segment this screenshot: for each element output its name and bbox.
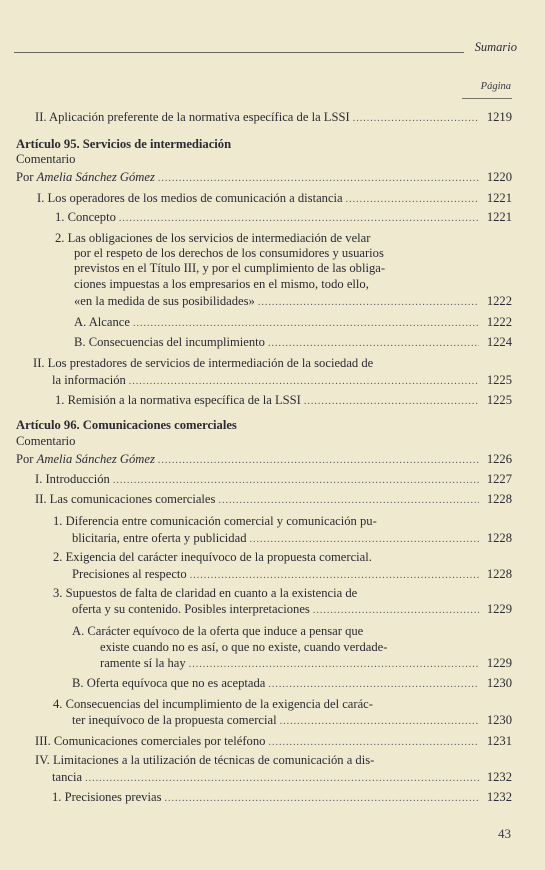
toc-entry [55,393,512,409]
commentary-label: Comentario [16,434,76,448]
toc-page-number: 1222 [486,315,512,329]
toc-entry-label: tancia [52,770,83,784]
toc-entry-line: ciones impuestas a los empresarios en el mismo, todo ello, [74,277,369,291]
toc-entry-label: Precisiones al respecto [72,567,187,581]
toc-leader-dots [158,453,479,468]
toc-entry-label: 1. Remisión a la normativa específica de la LSSI [55,393,301,407]
toc-page-number: 1228 [486,567,512,581]
toc-entry-line: II. Los prestadores de servicios de intermediación de la sociedad de [33,356,374,370]
toc-leader-dots [304,394,479,409]
page-column-heading: Página [480,81,511,92]
toc-leader-dots [268,677,479,692]
toc-page-number: 1227 [486,472,512,486]
toc-page-number: 1230 [486,676,512,690]
toc-entry-line: 1. Diferencia entre comunicación comercial y comunicación pu- [53,514,377,528]
toc-entry-line: por el respeto de los derechos de los consumidores y usuarios [74,246,384,260]
toc-entry-line: 2. Las obligaciones de los servicios de intermediación de velar [55,231,371,245]
toc-entry-label: la información [52,373,126,387]
toc-page-number: 1231 [486,734,512,748]
page-number: 43 [498,826,511,841]
toc-entry [100,656,512,672]
toc-entry-label: 1. Concepto [55,210,116,224]
toc-entry-label: oferta y su contenido. Posibles interpretaciones [72,602,310,616]
toc-entry-line: A. Carácter equívoco de la oferta que induce a pensar que [72,624,364,638]
toc-leader-dots [280,714,479,729]
author-prefix: Por [16,170,37,184]
toc-page-number: 1228 [486,492,512,506]
commentary-label: Comentario [16,152,76,166]
toc-page-number: 1222 [486,294,512,308]
toc-entry [35,472,512,488]
toc-entry-line: previstos en el Título III, y por el cumplimiento de las obliga- [74,261,386,275]
toc-entry-label: ter inequívoco de la propuesta comercial [72,713,277,727]
toc-entry [35,734,512,750]
toc-page-number: 1225 [486,393,512,407]
toc-page-number: 1229 [486,602,512,616]
author-name: Amelia Sánchez Gómez [36,452,155,466]
toc-entry-label: 1. Precisiones previas [52,790,162,804]
toc-entry [72,531,512,547]
author-prefix: Por [16,452,37,466]
toc-entry-line: 2. Exigencia del carácter inequívoco de la propuesta comercial. [53,550,372,564]
toc-leader-dots [250,532,480,547]
toc-entry [52,770,512,786]
page-column-rule [462,98,512,99]
author-name: Amelia Sánchez Gómez [36,170,155,184]
toc-leader-dots [268,735,479,750]
toc-entry-label: B. Oferta equívoca que no es aceptada [72,676,266,690]
toc-page-number: 1220 [486,170,512,184]
toc-leader-dots [164,791,479,806]
toc-page-number: 1219 [486,110,512,124]
toc-entry-line: existe cuando no es así, o que no existe, cuando verdade- [100,640,388,654]
toc-entry-label: II. Aplicación preferente de la normativa específica de la LSSI [35,110,350,124]
toc-leader-dots [353,111,479,126]
toc-leader-dots [133,316,479,331]
toc-page-number: 1228 [486,531,512,545]
toc-page-number: 1229 [486,656,512,670]
toc-entry [74,294,512,310]
article-heading: Artículo 96. Comunicaciones comerciales [16,418,237,432]
toc-entry [74,335,512,351]
toc-entry-label: III. Comunicaciones comerciales por teléfono [35,734,266,748]
toc-entry-label: A. Alcance [74,315,130,329]
article-heading: Artículo 95. Servicios de intermediación [16,137,232,151]
toc-leader-dots [258,295,479,310]
toc-entry [52,790,512,806]
toc-entry [74,315,512,331]
toc-leader-dots [190,568,479,583]
toc-page-number: 1226 [486,452,512,466]
toc-entry [72,676,512,692]
toc-entry [55,210,512,226]
toc-entry [52,373,512,389]
toc-page-number: 1224 [486,335,512,349]
toc-entry [35,110,512,126]
toc-entry-label: B. Consecuencias del incumplimiento [74,335,265,349]
toc-leader-dots [313,603,479,618]
toc-entry-label: ramente sí la hay [100,656,186,670]
toc-entry [35,492,512,508]
toc-leader-dots [268,336,479,351]
toc-leader-dots [346,192,479,207]
section-title: Sumario [474,40,517,54]
toc-entry-line: 4. Consecuencias del incumplimiento de la exigencia del carác- [53,697,373,711]
toc-author-entry [16,170,512,186]
toc-leader-dots [218,493,479,508]
toc-entry-line: IV. Limitaciones a la utilización de técnicas de comunicación a dis- [35,753,375,767]
toc-leader-dots [189,657,479,672]
toc-page-number: 1230 [486,713,512,727]
toc-leader-dots [158,171,479,186]
toc-entry-label: «en la medida de sus posibilidades» [74,294,255,308]
toc-entry [72,713,512,729]
toc-entry [37,191,512,207]
toc-entry [72,567,512,583]
toc-entry-label: blicitaria, entre oferta y publicidad [72,531,247,545]
toc-entry-label: II. Las comunicaciones comerciales [35,492,216,506]
toc-leader-dots [113,473,479,488]
toc-leader-dots [129,374,479,389]
header-rule [14,52,464,53]
toc-entry-line: 3. Supuestos de falta de claridad en cuanto a la existencia de [53,586,358,600]
toc-entry [72,602,512,618]
toc-leader-dots [85,771,479,786]
toc-page-number: 1232 [486,770,512,784]
toc-page-number: 1225 [486,373,512,387]
toc-leader-dots [119,211,479,226]
toc-page-number: 1221 [486,191,512,205]
toc-entry-label: I. Los operadores de los medios de comunicación a distancia [37,191,343,205]
toc-author-entry [16,452,512,468]
toc-page-number: 1232 [486,790,512,804]
toc-entry-label: I. Introducción [35,472,110,486]
toc-page-number: 1221 [486,210,512,224]
